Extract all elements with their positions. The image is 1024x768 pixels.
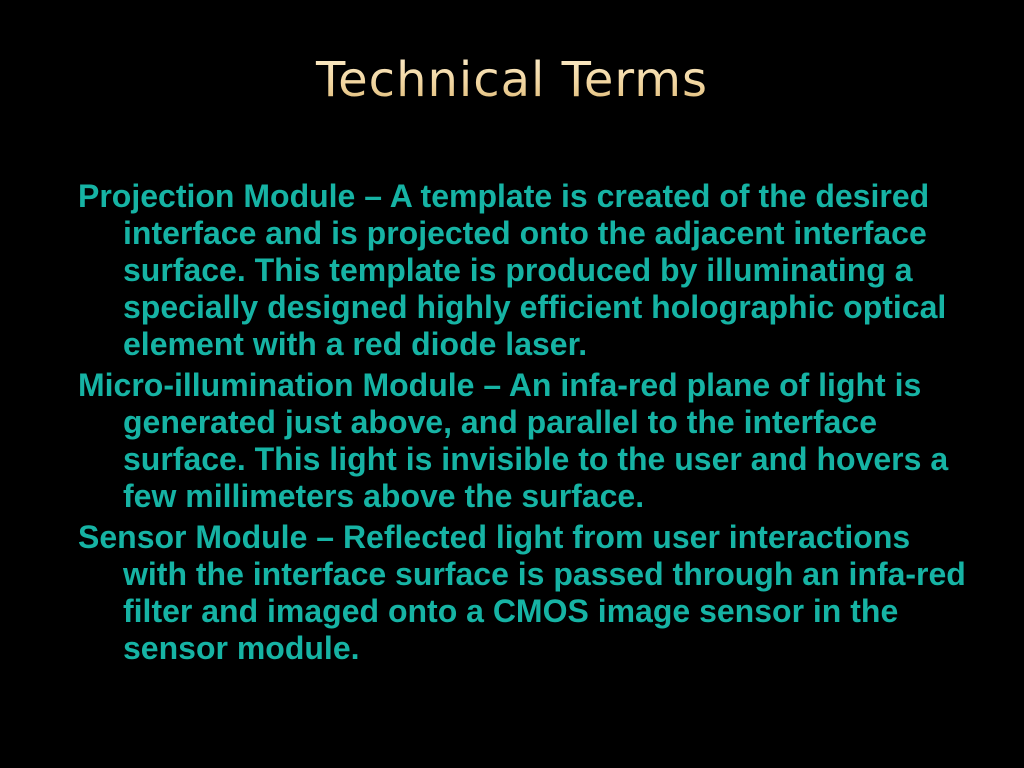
term-item-sensor-module: Sensor Module – Reflected light from user interactions with the interface surface is passed through an infa-red filter and imaged onto a CMOS image sensor in the sensor module.	[78, 519, 966, 666]
term-list	[78, 178, 968, 671]
term-item-projection-module: Projection Module – A template is created of the desired interface and is projected onto the adjacent interface surface. This template is produced by illuminating a specially designed highly efficient holographic optical element with a red diode laser.	[78, 178, 947, 362]
slide-title: Technical Terms	[0, 52, 1024, 110]
term-item-micro-illumination-module: Micro-illumination Module – An infa-red plane of light is generated just above, and parallel to the interface surface. This light is invisible to the user and hovers a few millimeters above the surface.	[78, 367, 949, 514]
